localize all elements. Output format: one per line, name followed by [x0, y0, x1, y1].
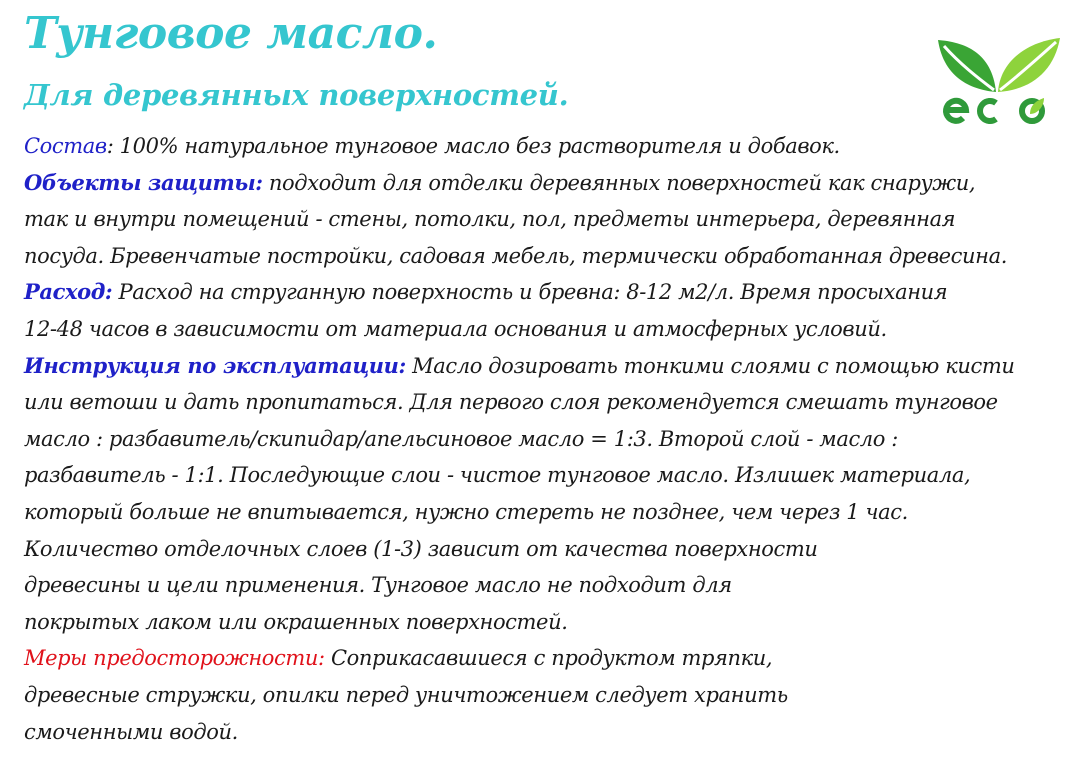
precautions-line: смоченными водой. [24, 719, 238, 744]
eco-leaves-logo-icon [934, 28, 1064, 130]
protection-line: так и внутри помещений - стены, потолки, пол, предметы интерьера, деревянная [24, 207, 956, 232]
instructions-line: или ветоши и дать пропитаться. Для первого слоя рекомендуется смешать тунговое [24, 390, 998, 415]
consumption-line: 12-48 часов в зависимости от материала основания и атмосферных условий. [24, 316, 887, 341]
instructions-line: покрытых лаком или окрашенных поверхностей. [24, 609, 568, 634]
instructions-label: Инструкция по эксплуатации: [24, 352, 406, 378]
instructions-line: древесины и цели применения. Тунговое масло не подходит для [24, 573, 732, 598]
composition-label: Состав [24, 134, 107, 158]
composition-paragraph: Состав: 100% натуральное тунговое масло без растворителя и добавок. [24, 134, 840, 158]
instructions-paragraph: Инструкция по эксплуатации: Масло дозировать тонкими слоями с помощью кисти [24, 352, 1015, 378]
product-description [24, 128, 1054, 750]
precautions-paragraph: Меры предосторожности: Соприкасавшиеся с продуктом тряпки, [24, 646, 773, 671]
instructions-line: разбавитель - 1:1. Последующие слои - чистое тунговое масло. Излишек материала, [24, 463, 971, 488]
instructions-line: который больше не впитывается, нужно стереть не позднее, чем через 1 час. [24, 499, 908, 524]
instructions-line: масло : разбавитель/скипидар/апельсиновое масло = 1:3. Второй слой - масло : [24, 426, 898, 451]
protection-line: посуда. Бревенчатые постройки, садовая мебель, термически обработанная древесина. [24, 243, 1007, 268]
page-subtitle: Для деревянных поверхностей. [24, 78, 569, 112]
page-title: Тунговое масло. [24, 8, 438, 59]
protection-label: Объекты защиты: [24, 169, 263, 195]
consumption-label: Расход: [24, 279, 113, 305]
protection-paragraph: Объекты защиты: подходит для отделки деревянных поверхностей как снаружи, [24, 169, 976, 195]
consumption-paragraph: Расход: Расход на струганную поверхность и бревна: 8-12 м2/л. Время просыхания [24, 279, 948, 305]
precautions-label: Меры предосторожности: [24, 646, 325, 671]
precautions-line: древесные стружки, опилки перед уничтожением следует хранить [24, 682, 788, 707]
instructions-line: Количество отделочных слоев (1-3) зависит от качества поверхности [24, 536, 818, 561]
